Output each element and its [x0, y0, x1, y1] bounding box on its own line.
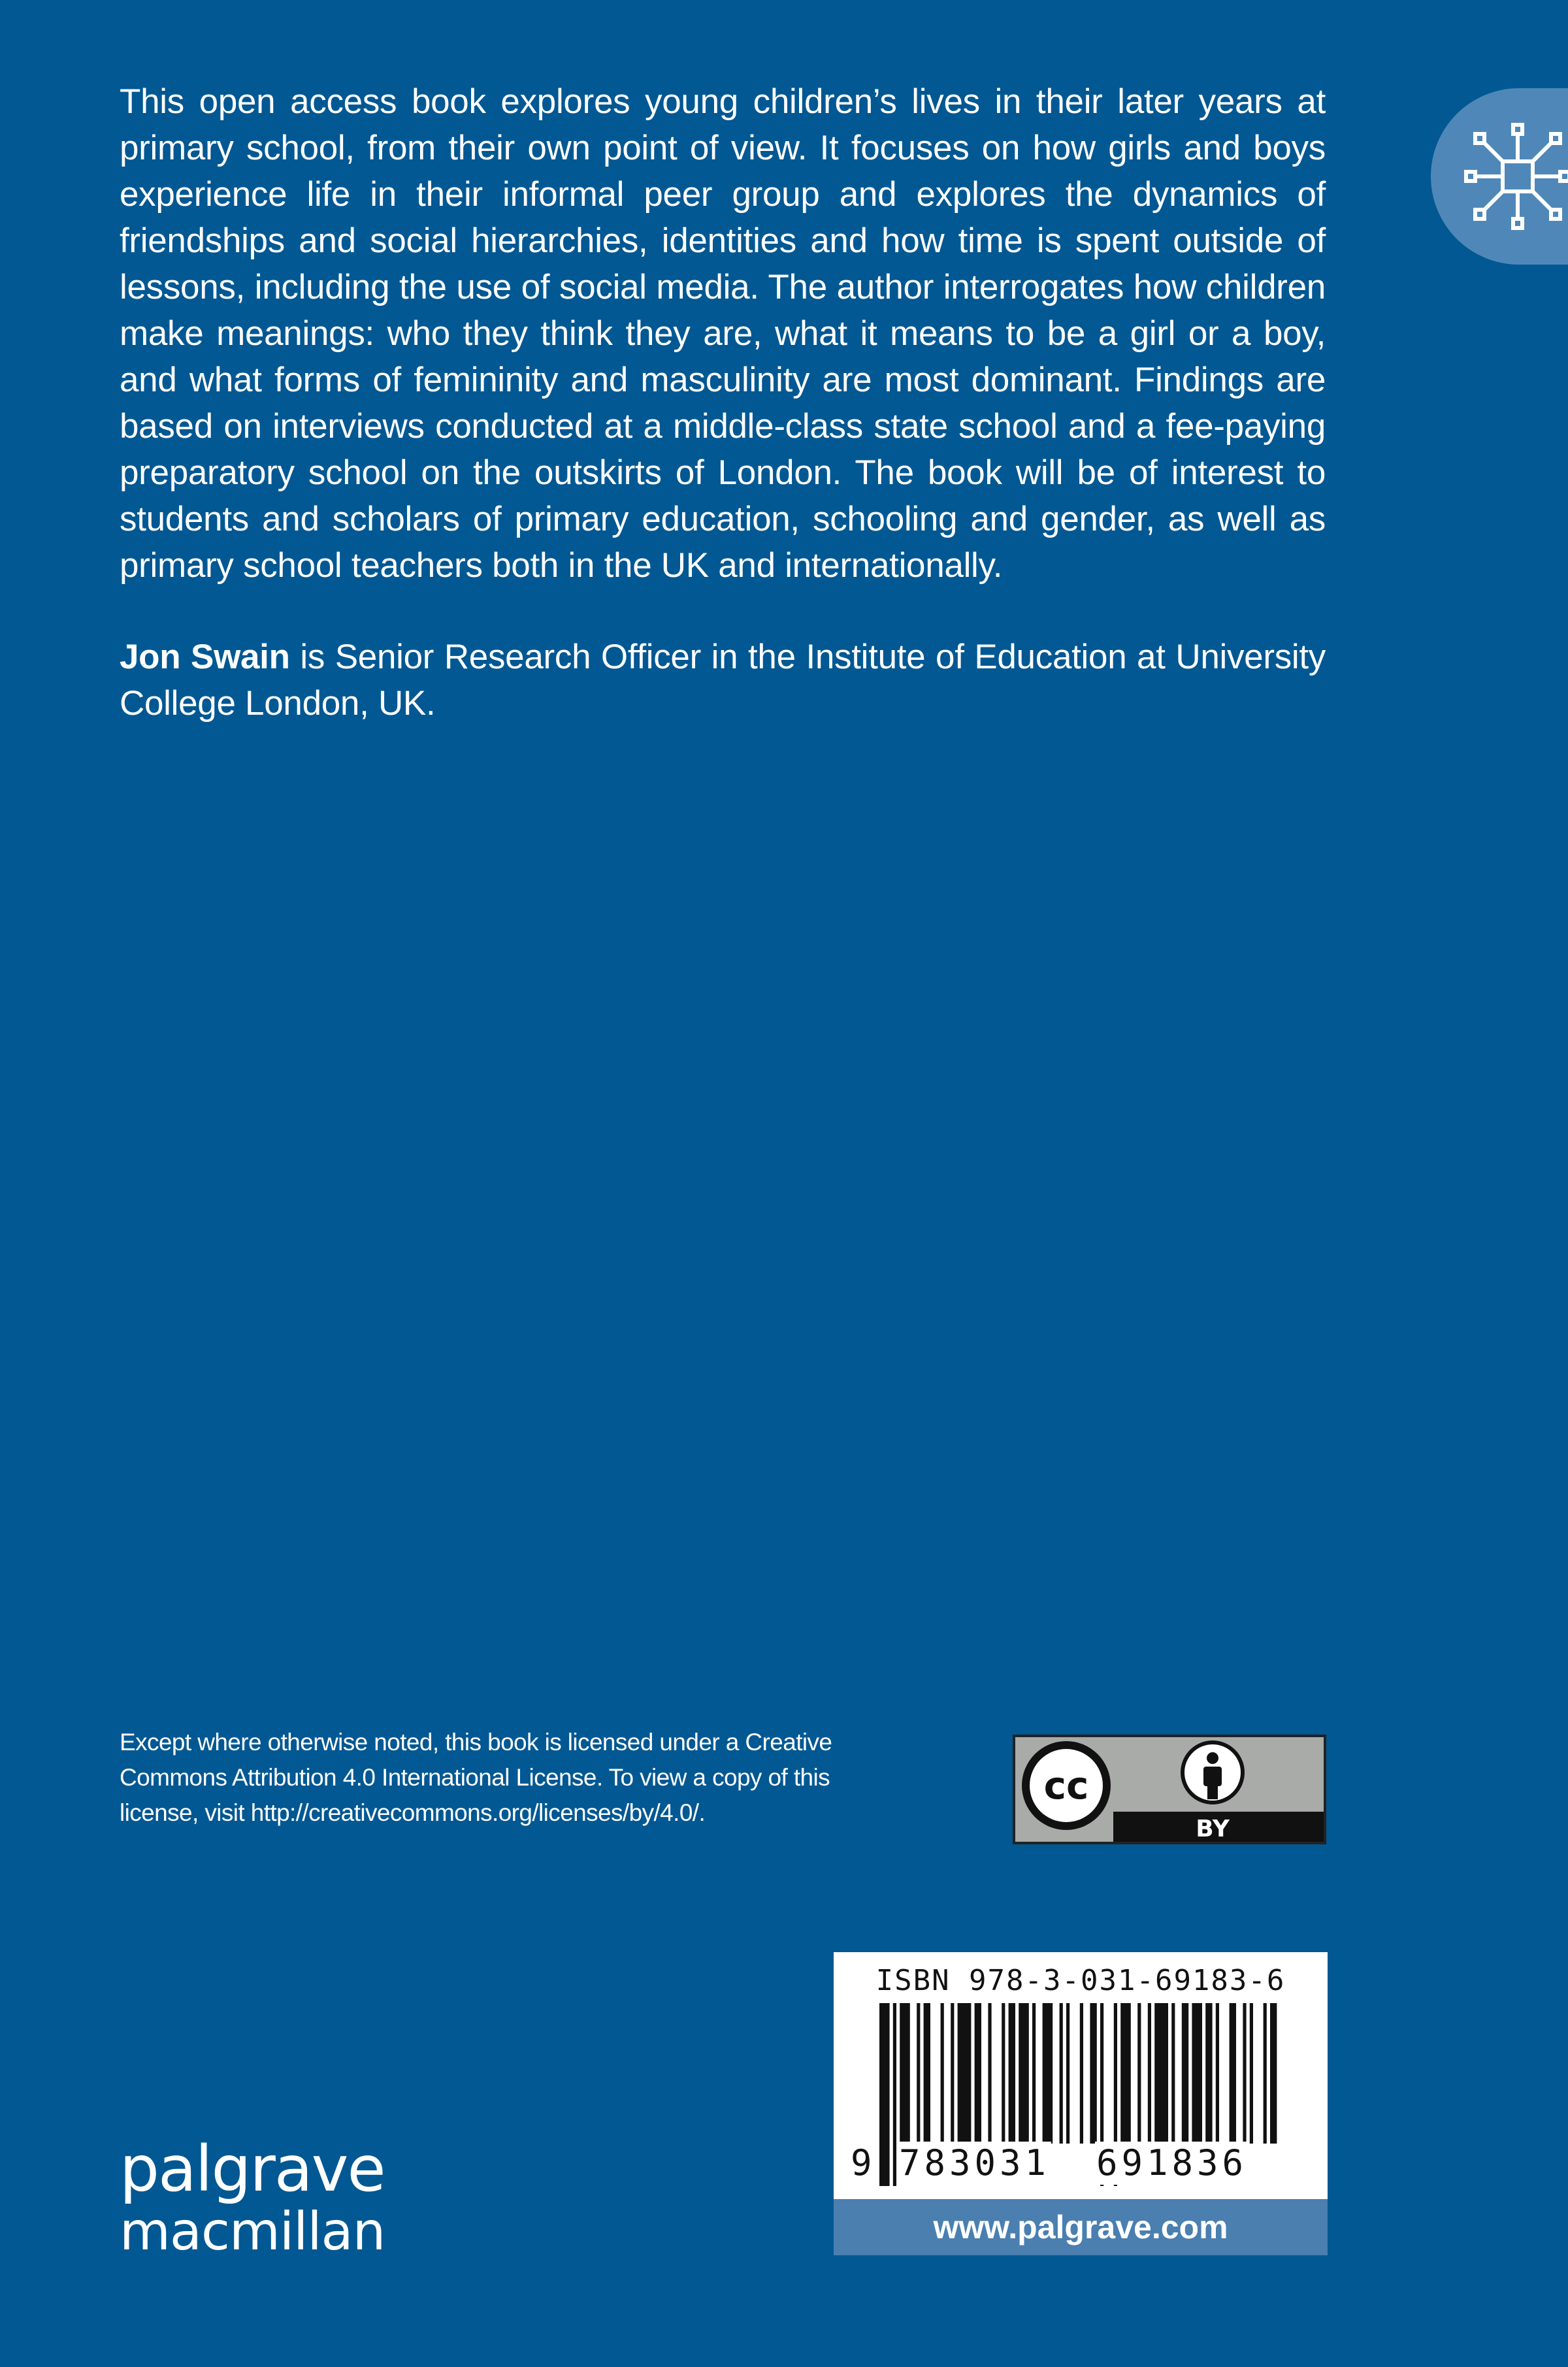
by-text: BY	[1196, 1816, 1230, 1842]
barcode-digits-group-1: 783031	[899, 2142, 1051, 2183]
barcode-bar	[1205, 2003, 1212, 2144]
barcode-bar	[924, 2003, 930, 2144]
barcode-bar	[941, 2003, 944, 2144]
barcode-bar	[1154, 2003, 1168, 2144]
barcode-bar	[975, 2003, 981, 2144]
barcode-bar	[1019, 2003, 1029, 2144]
network-node-icon	[1462, 121, 1568, 232]
barcode-bar	[1148, 2003, 1151, 2144]
author-name: Jon Swain	[120, 638, 290, 676]
barcode-bar	[1080, 2003, 1083, 2144]
isbn-label: ISBN 978-3-031-69183-6	[875, 1964, 1286, 1997]
book-description: This open access book explores young children’s lives in their later years at primary school, from their own point of view. It focuses on how girls and boys experience life in their informal peer group and explores the dynamics of friendships and social hierarchies, identities and how time is spent outside of lessons, including the use of social media. The author interrogates how children make meanings: who they think they are, what it means to be a girl or a boy, and what forms of femininity and masculinity are most dominant. Findings are based on interviews conducted at a middle-class state school and a fee-paying preparatory school on the outskirts of London. The book will be of interest to students and scholars of primary education, schooling and gender, as well as primary school teachers both in the UK and internationally.	[120, 82, 1326, 585]
barcode-bar	[1250, 2003, 1253, 2144]
barcode-bar	[900, 2003, 910, 2144]
barcode-bar	[1270, 2003, 1277, 2144]
barcode-bar	[958, 2003, 972, 2144]
barcode-digit-first: 9	[851, 2142, 872, 2183]
barcode-bar	[1066, 2003, 1070, 2144]
cc-text: cc	[1043, 1763, 1089, 1808]
barcode-bar	[1182, 2003, 1188, 2144]
barcode-digits-group-2: 691836	[1096, 2142, 1248, 2183]
author-bio-text: is Senior Research Officer in the Institute of Education at University College London, UK.	[120, 638, 1326, 723]
series-tab	[1431, 88, 1568, 265]
publisher-logo	[120, 2132, 385, 2262]
barcode-bar	[1192, 2003, 1202, 2144]
cc-by-badge	[1013, 1735, 1326, 1844]
barcode-bar	[1060, 2003, 1063, 2144]
publisher-name-line-1: palgrave	[120, 2132, 385, 2206]
barcode-bar	[1137, 2003, 1141, 2144]
barcode-bar	[951, 2003, 954, 2144]
barcode-bar	[1032, 2003, 1036, 2144]
creative-commons-icon	[1022, 1741, 1111, 1830]
barcode-bar	[1090, 2003, 1096, 2144]
barcode-bar	[1002, 2003, 1005, 2144]
barcode-digits	[851, 2142, 1284, 2187]
barcode-bar	[1043, 2003, 1053, 2144]
author-bio	[120, 634, 1326, 726]
barcode-bar	[1009, 2003, 1015, 2144]
barcode-bar	[988, 2003, 991, 2144]
barcode-bar	[1243, 2003, 1246, 2144]
publisher-name-line-2: macmillan	[120, 2201, 385, 2262]
barcode-bar	[1171, 2003, 1175, 2144]
publisher-website: www.palgrave.com	[834, 2199, 1328, 2255]
attribution-person-icon	[1183, 1742, 1243, 1803]
license-notice: Except where otherwise noted, this book is licensed under a Creative Commons Attribution 4.0 International License. To view a copy of this license, visit http://creativecommons.org/licenses/by/4.0/.	[120, 1729, 832, 1826]
barcode-bar	[1230, 2003, 1236, 2144]
barcode-bar	[1216, 2003, 1219, 2144]
barcode-bar	[917, 2003, 920, 2144]
barcode-bar	[1120, 2003, 1131, 2144]
barcode-bar	[1264, 2003, 1267, 2144]
